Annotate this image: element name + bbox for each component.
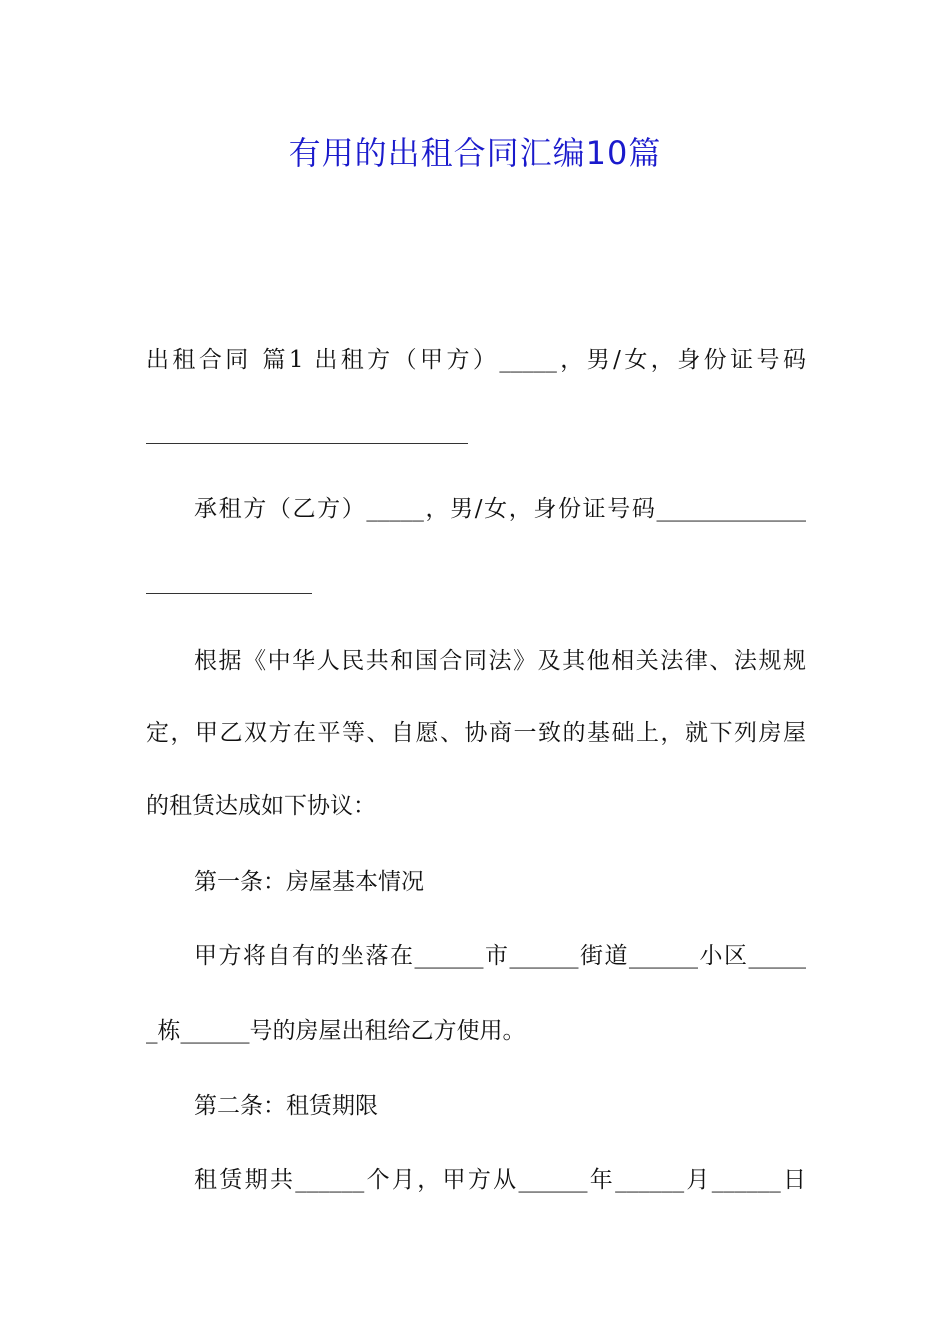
- paragraph-line-2: 承租方（乙方）_____，男/女，身份证号码_____________: [194, 496, 806, 522]
- paragraph-line-4: 定，甲乙双方在平等、自愿、协商一致的基础上，就下列房屋: [146, 720, 806, 746]
- paragraph-line-6: 甲方将自有的坐落在______市______街道______小区_____: [194, 943, 806, 969]
- paragraph-line-8: 租赁期共______个月，甲方从______年______月______日: [194, 1167, 806, 1193]
- paragraph-line-7: _栋______号的房屋出租给乙方使用。: [146, 1018, 526, 1044]
- paragraph-line-5: 的租赁达成如下协议：: [146, 793, 376, 819]
- section-heading-2: 第二条：租赁期限: [194, 1093, 378, 1119]
- id-number-blank-line: [146, 443, 468, 444]
- paragraph-line-3: 根据《中华人民共和国合同法》及其他相关法律、法规规: [194, 648, 806, 674]
- paragraph-line-1: 出租合同 篇1 出租方（甲方）_____，男/女，身份证号码: [146, 347, 806, 373]
- section-heading-1: 第一条：房屋基本情况: [194, 869, 424, 895]
- document-title: 有用的出租合同汇编10篇: [288, 134, 662, 172]
- id-number-blank-line-2: [146, 593, 312, 594]
